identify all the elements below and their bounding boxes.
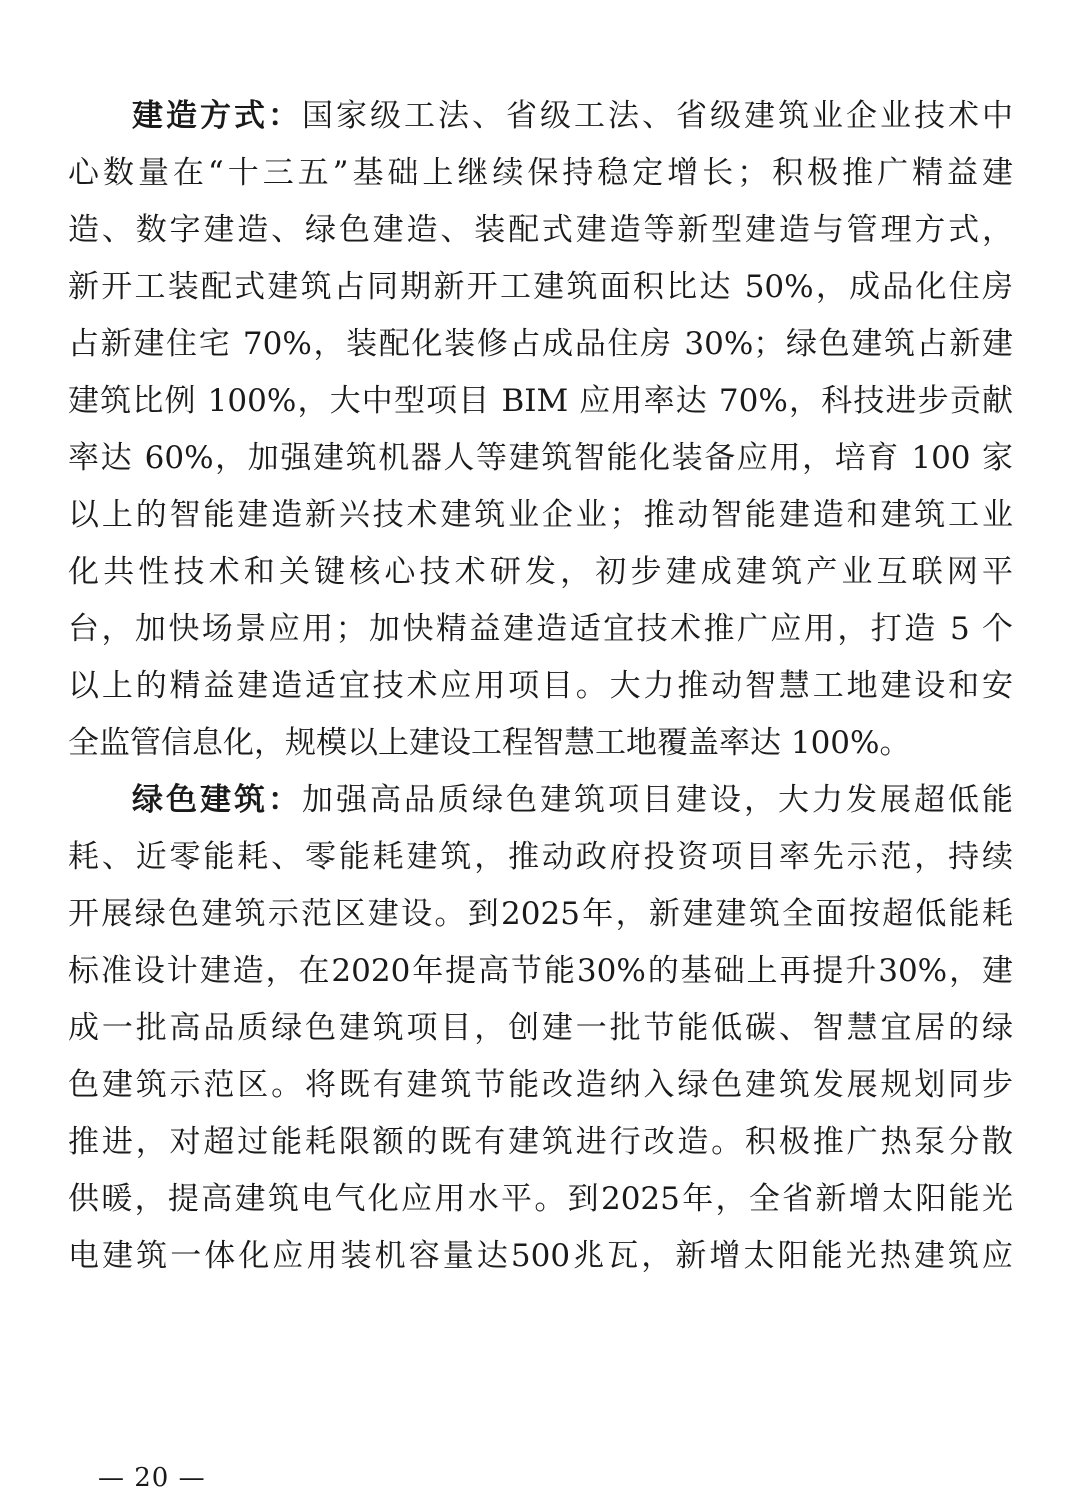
paragraph-line: 绿色建筑：加强高品质绿色建筑项目建设，大力发展超低能 — [132, 782, 1013, 818]
paragraph-lead-label: 建造方式： — [132, 98, 302, 134]
paragraph-green-building — [68, 772, 1013, 1285]
paragraph-line: 电建筑一体化应用装机容量达500兆瓦，新增太阳能光热建筑应 — [68, 1238, 1013, 1274]
paragraph-lead-label: 绿色建筑： — [132, 782, 302, 818]
paragraph-line: 化共性技术和关键核心技术研发，初步建成建筑产业互联网平 — [68, 554, 1013, 590]
paragraph-line: 推进，对超过能耗限额的既有建筑进行改造。积极推广热泵分散 — [68, 1124, 1013, 1160]
page-number: — 20 — — [98, 1463, 206, 1493]
paragraph-line: 以上的精益建造适宜技术应用项目。大力推动智慧工地建设和安 — [68, 668, 1013, 704]
paragraph-line: 标准设计建造，在2020年提高节能30%的基础上再提升30%，建 — [68, 953, 1013, 989]
paragraph-line: 成一批高品质绿色建筑项目，创建一批节能低碳、智慧宜居的绿 — [68, 1010, 1013, 1046]
paragraph-line: 造、数字建造、绿色建造、装配式建造等新型建造与管理方式， — [68, 212, 1013, 248]
document-body — [68, 88, 1013, 1285]
paragraph-line: 色建筑示范区。将既有建筑节能改造纳入绿色建筑发展规划同步 — [68, 1067, 1013, 1103]
paragraph-construction-method — [68, 88, 1013, 772]
paragraph-line: 率达 60%，加强建筑机器人等建筑智能化装备应用，培育 100 家 — [68, 440, 1013, 476]
paragraph-line: 以上的智能建造新兴技术建筑业企业；推动智能建造和建筑工业 — [68, 497, 1013, 533]
paragraph-line: 供暖，提高建筑电气化应用水平。到2025年，全省新增太阳能光 — [68, 1181, 1013, 1217]
paragraph-line: 建造方式：国家级工法、省级工法、省级建筑业企业技术中 — [132, 98, 1013, 134]
paragraph-line: 占新建住宅 70%，装配化装修占成品住房 30%；绿色建筑占新建 — [68, 326, 1013, 362]
paragraph-line: 心数量在“十三五”基础上继续保持稳定增长；积极推广精益建 — [68, 155, 1013, 191]
paragraph-line: 新开工装配式建筑占同期新开工建筑面积比达 50%，成品化住房 — [68, 269, 1013, 305]
paragraph-line: 台，加快场景应用；加快精益建造适宜技术推广应用，打造 5 个 — [68, 611, 1013, 647]
paragraph-line: 全监管信息化，规模以上建设工程智慧工地覆盖率达 100%。 — [68, 725, 911, 761]
paragraph-line: 耗、近零能耗、零能耗建筑，推动政府投资项目率先示范，持续 — [68, 839, 1013, 875]
paragraph-line: 开展绿色建筑示范区建设。到2025年，新建建筑全面按超低能耗 — [68, 896, 1013, 932]
paragraph-line: 建筑比例 100%，大中型项目 BIM 应用率达 70%，科技进步贡献 — [68, 383, 1013, 419]
